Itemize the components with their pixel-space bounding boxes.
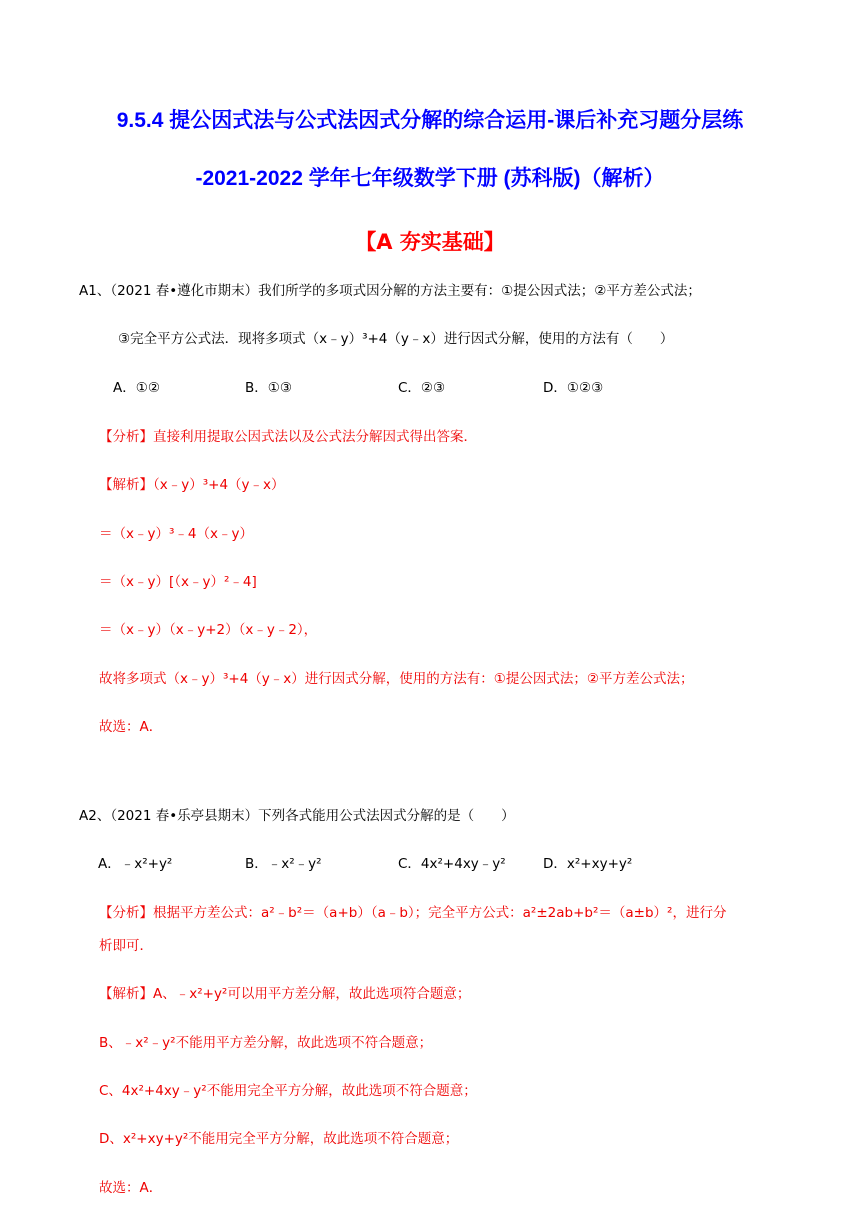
q1-option-c: C．②③ [398,380,446,396]
q1-stem-line-1: A1、（2021 春•遵化市期末）我们所学的多项式因分解的方法主要有：①提公因式法；②平方差公式法； [79,283,701,299]
q1-solution-line-5: 故将多项式（x﹣y）³+4（y﹣x）进行因式分解，使用的方法有：①提公因式法；②平方差公式法； [99,671,694,687]
q1-option-b: B．①③ [245,380,292,396]
q2-option-c: C．4x²+4xy﹣y² [398,856,506,872]
q1-solution-line-2: ＝（x﹣y）³﹣4（x﹣y） [99,526,253,542]
q2-solution-line-2: B、﹣x²﹣y²不能用平方差分解，故此选项不符合题意； [99,1035,433,1051]
q2-option-a: A．﹣x²+y² [98,856,173,872]
q2-solution-line-3: C、4x²+4xy﹣y²不能用完全平方分解，故此选项不符合题意； [99,1083,477,1099]
document-title-line-2: -2021-2022 学年七年级数学下册 (苏科版)（解析） [195,167,665,190]
q2-solution-line-5: 故选：A． [99,1180,163,1196]
q1-solution-line-4: ＝（x﹣y）（x﹣y+2）（x﹣y﹣2）， [99,622,318,638]
q1-solution-line-6: 故选：A． [99,719,163,735]
q1-option-a: A．①② [113,380,160,396]
section-heading-a: 【A 夯实基础】 [355,230,505,254]
q1-solution-line-3: ＝（x﹣y）[（x﹣y）²﹣4] [99,574,257,590]
q1-option-d: D．①②③ [543,380,604,396]
q2-solution-line-1: 【解析】A、﹣x²+y²可以用平方差分解，故此选项符合题意； [99,986,471,1002]
q2-stem: A2、（2021 春•乐亭县期末）下列各式能用公式法因式分解的是（ ） [79,808,515,824]
q2-solution-line-4: D、x²+xy+y²不能用完全平方分解，故此选项不符合题意； [99,1131,459,1147]
document-title-line-1: 9.5.4 提公因式法与公式法因式分解的综合运用-课后补充习题分层练 [116,109,744,132]
q1-stem-line-2: ③完全平方公式法．现将多项式（x﹣y）³+4（y﹣x）进行因式分解，使用的方法有（ ） [118,331,674,347]
q2-analysis-line-1: 【分析】根据平方差公式：a²﹣b²＝（a+b）（a﹣b）；完全平方公式：a²±2ab+b²＝（a±b）²，进行分 [99,905,727,921]
q1-analysis: 【分析】直接利用提取公因式法以及公式法分解因式得出答案． [99,429,477,445]
q2-analysis-line-2: 析即可． [99,938,153,954]
q1-solution-line-1: 【解析】（x﹣y）³+4（y﹣x） [99,477,285,493]
q2-option-b: B．﹣x²﹣y² [245,856,322,872]
q2-option-d: D．x²+xy+y² [543,856,633,872]
